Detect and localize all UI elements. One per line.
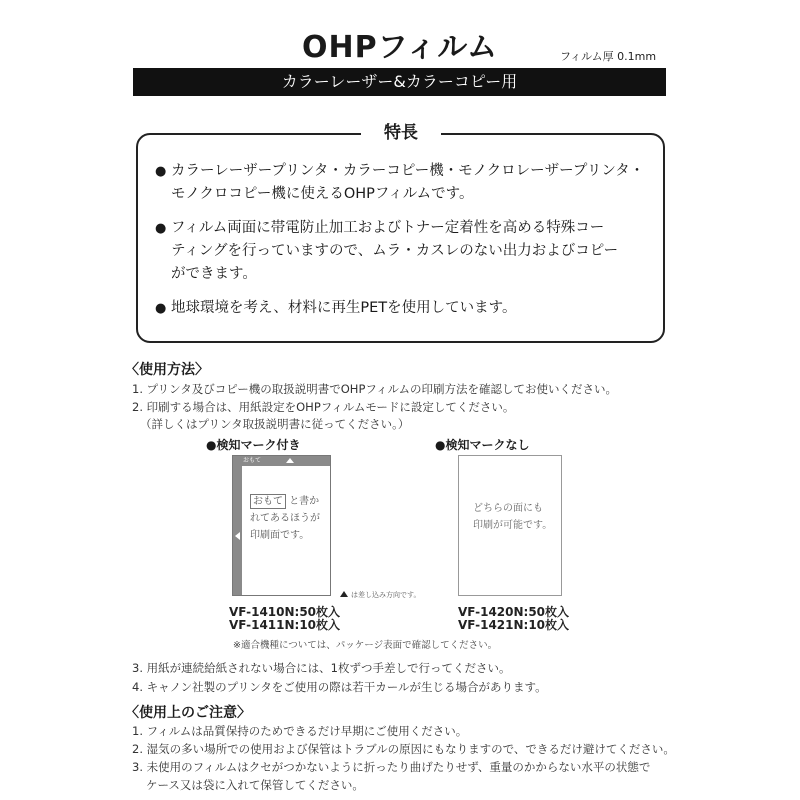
feature-item [155, 297, 516, 320]
cautions-heading: 〈使用上のご注意〉 [125, 705, 251, 721]
arrow-up-icon [340, 591, 348, 597]
detect-mark: おもて [243, 457, 262, 464]
bullet-icon: ● [155, 164, 167, 179]
caution-item: 1. フィルムは品質保持のためできるだけ早期にご使用ください。 [132, 724, 468, 738]
feature-line: カラーレーザープリンタ・カラーコピー機・モノクロレーザープリンタ・ [171, 163, 645, 179]
sheet-line: 印刷面です。 [250, 530, 310, 541]
arrow-up-icon [286, 458, 294, 463]
feature-line: ができます。 [171, 266, 257, 282]
arrow-left-icon [235, 532, 240, 540]
unmarked-label: ●検知マークなし [435, 438, 530, 452]
feature-line: フィルム両面に帯電防止加工およびトナー定着性を高める特殊コー [171, 220, 605, 236]
model-number: VF-1421N:10枚入 [458, 618, 570, 632]
caution-item: 3. 未使用のフィルムはクセがつかないように折ったり曲げたりせず、重量のかからない水平の状態で [132, 760, 651, 774]
sheet-line: どちらの面にも [473, 503, 543, 514]
sheet-line: 印刷が可能です。 [473, 520, 553, 531]
feature-item [155, 160, 644, 206]
sheet-line: と書か [289, 496, 320, 507]
usage-step: 4. キャノン社製のプリンタをご使用の際は若干カールが生じる場合があります。 [132, 680, 547, 694]
sheet-text [473, 500, 552, 534]
bullet-icon: ● [155, 221, 167, 236]
feature-line: 地球環境を考え、材料に再生PETを使用しています。 [171, 300, 517, 316]
feature-item [155, 217, 618, 286]
usage-banner: カラーレーザー&カラーコピー用 [133, 68, 666, 96]
insert-direction-note [340, 590, 420, 600]
sheet-line: れてあるほうが [250, 513, 320, 524]
bullet-icon: ● [155, 301, 167, 316]
caution-item: ケース又は袋に入れて保管してください。 [146, 778, 364, 792]
marked-label: ●検知マーク付き [206, 438, 301, 452]
unmarked-sheet-illustration [458, 455, 562, 596]
features-title: 特長 [361, 121, 441, 145]
usage-step: 3. 用紙が連続給紙されない場合には、1枚ずつ手差しで行ってください。 [132, 661, 511, 675]
omote-box: おもて [250, 494, 286, 509]
page-title: OHPフィルム [302, 30, 498, 65]
model-number: VF-1420N:50枚入 [458, 605, 570, 619]
model-number: VF-1411N:10枚入 [229, 618, 341, 632]
feature-line: モノクロコピー機に使えるOHPフィルムです。 [171, 186, 474, 202]
film-thickness: フィルム厚 0.1mm [560, 50, 657, 63]
model-number: VF-1410N:50枚入 [229, 605, 341, 619]
sheet-side-bar [233, 456, 242, 595]
compat-note: ※適合機種については、パッケージ表面で確認してください。 [233, 640, 498, 651]
usage-note: （詳しくはプリンタ取扱説明書に従ってください。） [140, 417, 410, 431]
insert-note-text: は差し込み方向です。 [351, 591, 421, 599]
feature-line: ティングを行っていますので、ムラ・カスレのない出力およびコピー [171, 243, 619, 259]
usage-step: 1. プリンタ及びコピー機の取扱説明書でOHPフィルムの印刷方法を確認してお使いください。 [132, 382, 617, 396]
caution-item: 2. 湿気の多い場所での使用および保管はトラブルの原因にもなりますので、できるだけ避けてください。 [132, 742, 675, 756]
marked-sheet-illustration [232, 455, 331, 596]
sheet-text [250, 493, 320, 544]
usage-heading: 〈使用方法〉 [125, 362, 209, 378]
usage-step: 2. 印刷する場合は、用紙設定をOHPフィルムモードに設定してください。 [132, 400, 515, 414]
